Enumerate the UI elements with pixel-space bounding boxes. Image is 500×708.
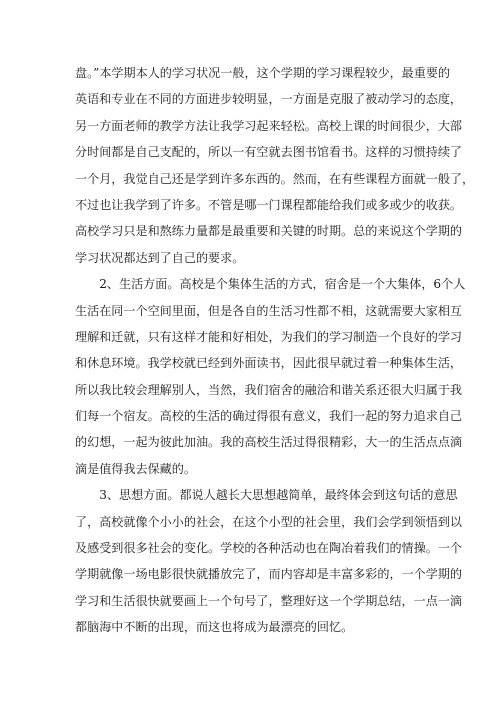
text-line: 英语和专业在不同的方面进步较明显，一方面是克服了被动学习的态度， [75, 92, 463, 107]
text-line: 理解和迁就，只有这样才能和好相处，为我们的学习制造一个良好的学习 [75, 329, 463, 344]
text-line: 另一方面老师的教学方法让我学习起来轻松。高校上课的时间很少，大部 [75, 118, 463, 133]
text-line: 学习状况都达到了自己的要求。 [75, 250, 245, 265]
text-line: 及感受到很多社会的变化。学校的各种活动也在陶冶着我们的情操。一个 [75, 541, 463, 556]
text-line: 的幻想，一起为彼此加油。我的高校生活过得很精彩，大一的生活点点滴 [75, 435, 463, 450]
text-line: 高校学习只是和熬练力量都是最重要和关键的时期。总的来说这个学期的 [75, 224, 463, 239]
text-line: 不过也让我学到了许多。不管是哪一门课程都能给我们或多或少的收获。 [75, 197, 463, 212]
text-line: 了，高校就像个小小的社会，在这个小型的社会里，我们会学到领悟到以 [75, 514, 463, 529]
text-line: 和休息环境。我学校就已经到外面读书，因此很早就过着一种集体生活， [75, 356, 463, 371]
body-text [75, 60, 475, 641]
text-line: 一个月，我觉自己还是学到许多东西的。然而，在有些课程方面就一般了， [75, 171, 475, 186]
text-line: 3、思想方面。都说人越长大思想越简单，最终体会到这句话的意思 [75, 488, 458, 503]
text-line: 们每一个宿友。高校的生活的确过得很有意义，我们一起的努力追求自己 [75, 409, 463, 424]
text-line: 盘。”本学期本人的学习状况一般，这个学期的学习课程较少，最重要的 [75, 66, 451, 80]
text-line: 生活在同一个空间里面，但是各自的生活习性都不相，这就需要大家相互 [75, 303, 463, 318]
text-line: 学期就像一场电影很快就播放完了，而内容却是丰富多彩的，一个学期的 [75, 567, 463, 582]
text-line: 滴是值得我去保藏的。 [75, 461, 196, 476]
text-line: 都脑海中不断的出现，而这也将成为最漂亮的回忆。 [75, 620, 354, 635]
text-line: 分时间都是自己支配的，所以一有空就去图书馆看书。这样的习惯持续了 [75, 145, 463, 160]
text-line: 学习和生活很快就要画上一个句号了，整理好这一个学期总结，一点一滴 [75, 593, 463, 608]
text-line: 2、生活方面。高校是个集体生活的方式，宿舍是一个大集体，6个人 [75, 277, 466, 292]
text-line: 所以我比较会理解别人，当然，我们宿舍的融洽和谐关系还很大归属于我 [75, 382, 463, 397]
